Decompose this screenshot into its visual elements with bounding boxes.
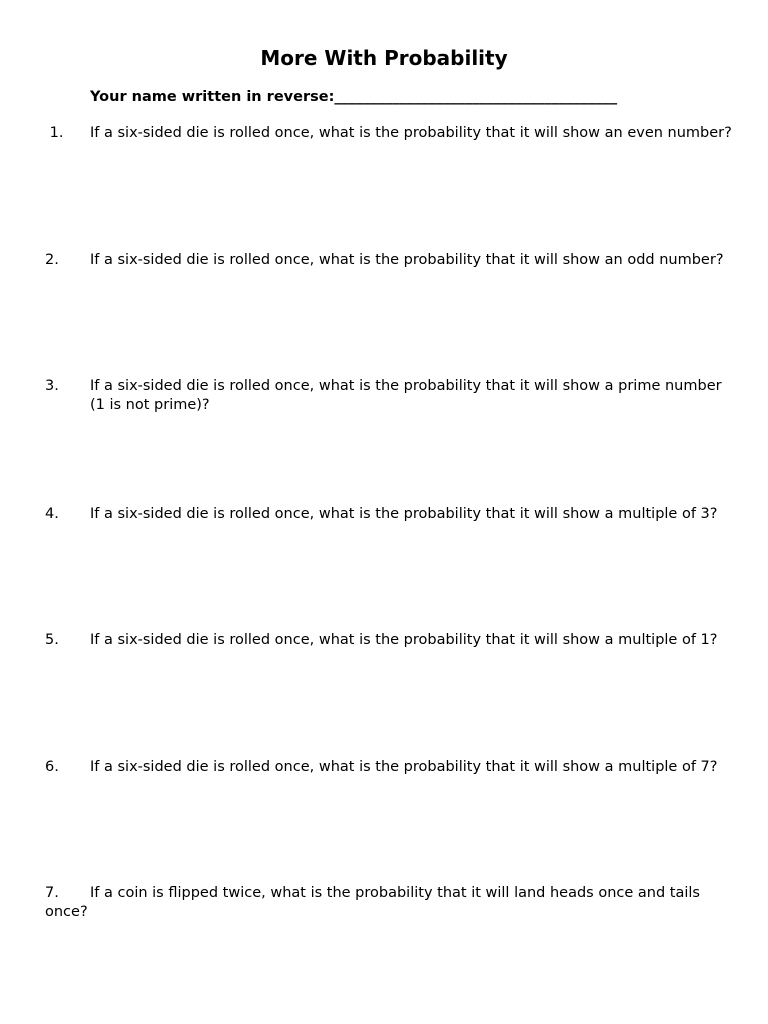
name-blank-line[interactable]: _______________________________________: [334, 89, 618, 105]
question-number: 1.: [45, 125, 64, 141]
question-text: If a six-sided die is rolled once, what is the probability that it will show an odd number?: [90, 252, 724, 268]
question-number: 2.: [45, 252, 59, 268]
name-prompt-label: Your name written in reverse:: [90, 89, 335, 105]
question-7: [45, 884, 735, 921]
question-2: [45, 251, 735, 270]
question-text: If a six-sided die is rolled once, what is the probability that it will show a prime number (1 is not prime)?: [90, 378, 722, 413]
question-text: If a six-sided die is rolled once, what is the probability that it will show a multiple of 1?: [90, 632, 718, 648]
question-1: [45, 124, 735, 143]
page-title: More With Probability: [260, 46, 508, 70]
question-number: 3.: [45, 378, 59, 394]
question-text: If a six-sided die is rolled once, what is the probability that it will show an even number?: [90, 125, 732, 141]
question-text: If a six-sided die is rolled once, what is the probability that it will show a multiple of 7?: [90, 759, 718, 775]
question-text: If a coin is flipped twice, what is the probability that it will land heads once and tails once?: [45, 885, 700, 920]
question-6: [45, 758, 735, 777]
question-number: 4.: [45, 506, 59, 522]
question-number: 5.: [45, 632, 59, 648]
question-4: [45, 505, 735, 524]
question-3: [45, 377, 735, 414]
name-prompt: [90, 88, 617, 106]
question-number: 6.: [45, 759, 59, 775]
question-text: If a six-sided die is rolled once, what is the probability that it will show a multiple of 3?: [90, 506, 718, 522]
question-5: [45, 631, 735, 650]
question-number: 7.: [45, 885, 59, 901]
